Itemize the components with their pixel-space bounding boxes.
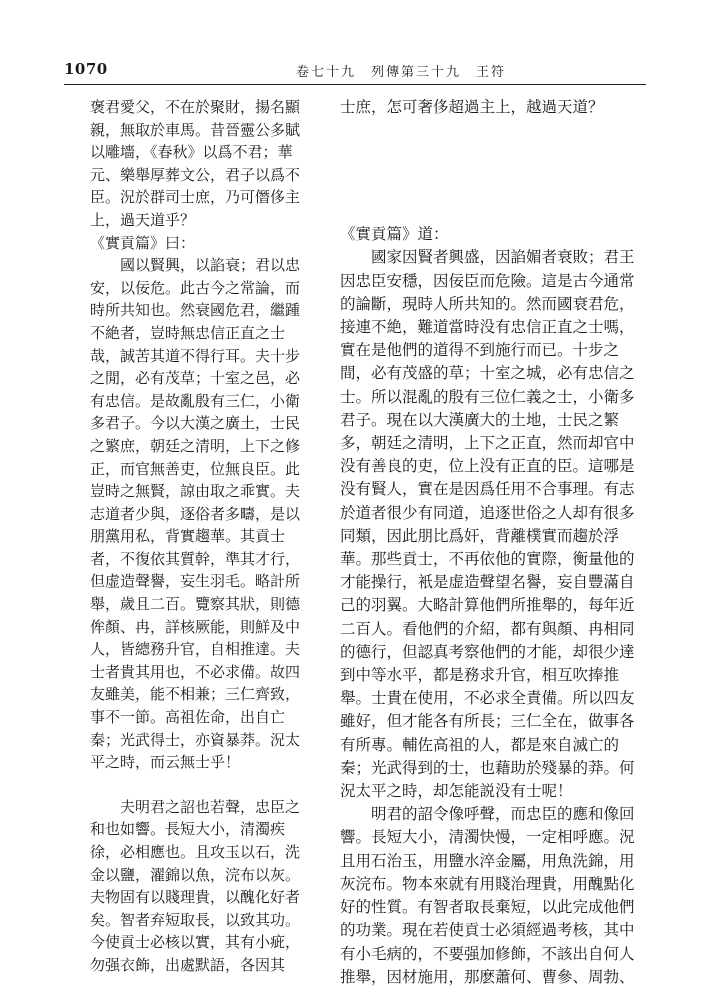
translation-paragraph-2: 國家因賢者興盛，因諂媚者衰敗；君王 因忠臣安穩，因佞臣而危險。這是古今通常 的論斷，現時人所共知的。然而國衰君危， 接連不絶，難道當時没有忠信正直之士嗎， 實在是他們的道得不到施行而已。十步之 間，必有茂盛的草；十室之城，必有忠信之 士。所以混亂的殷有三位仁義之士，小衛多 君子。現在以大漢廣大的土地，士民之繁 多，朝廷之清明，上下之正直，然而却官中 没有善良的吏，位上没有正直的臣。這哪是 没有賢人，實在是因爲任用不合事理。有志 於道者很少有同道，追逐世俗之人却有很多 同類，因此朋比爲奸，背離樸實而趨於浮 華。那些貢士，不再依他的實際，衡量他的 才能操行，衹是虚造聲望名譽，妄自豐滿自 己的羽翼。大略計算他們所推舉的，每年近 二百人。看他們的介紹，都有與顏、冉相同 的德行，但認真考察他們的才能，却很少達 到中等水平，都是務求升官，相互吹捧推 舉。士貴在使用，不必求全責備。所以四友 雖好，但才能各有所長；三仁全在，做事各 有所專。輔佐高祖的人，都是來自滅亡的 秦；光武得到的士，也藉助於殘暴的莽。何 況太平之時，却怎能説没有士呢！ [340,248,635,801]
classical-text-column [90,96,302,977]
page-number: 1070 [64,60,108,78]
classical-section-heading: 《實貢篇》曰： [90,233,196,252]
classical-paragraph-3: 夫明君之詔也若聲，忠臣之 和也如響。長短大小，清濁疾 徐，必相應也。且攻玉以石，洗 金以鹽，濯錦以魚，浣布以灰。 夫物固有以賤理貴，以醜化好者 矣。智者弃短取長，以致其功。 今使貢士必核以實，其有小疵， 勿强衣飾，出處默語，各因其 [90,797,301,974]
page-header [0,0,716,80]
translation-paragraph-3: 明君的詔令像呼聲，而忠臣的應和像回 響。長短大小，清濁快慢，一定相呼應。況 且用石治玉，用鹽水淬金屬，用魚洗錦，用 灰浣布。物本來就有用賤治理貴，用醜點化 好的性質。有智者取長棄短，以此完成他們 的功業。現在若使貢士必須經過考核，其中 有小毛病的，不要强加修飾，不該出自何人 推舉，因材施用，那麽蕭何、曹參、周勃、 [340,805,635,986]
translation-section-heading: 《實貢篇》道： [340,225,449,244]
classical-paragraph-1: 褒君愛父，不在於聚財，揚名顯 親，無取於車馬。昔晉靈公多賦 以雕墻，《春秋》以爲不君；華 元、樂舉厚葬文公，君子以爲不 臣。況於群司士庶，乃可僭侈主 上，過天道乎？ [90,98,301,229]
running-title: 卷七十九 列傳第三十九 王符 [296,65,507,80]
translation-paragraph-1: 士庶，怎可奢侈超過主上，越過天道？ [340,98,604,116]
classical-paragraph-2: 國以賢興，以諂衰；君以忠 安，以佞危。此古今之常論，而 時所共知也。然衰國危君，繼踵 不絶者，豈時無忠信正直之士 哉，誠苦其道不得行耳。夫十步 之閒，必有茂草；十室之邑，必 有忠信。是故亂殷有三仁，小衛 多君子。今以大漢之廣土，士民 之繁庶，朝廷之清明，上下之修 正，而官無善吏，位無良臣。此 豈時之無賢，諒由取之乖實。夫 志道者少與，逐俗者多疇，是以 朋黨用私，背實趨華。其貢士 者，不復依其質幹，準其才行， 但虚造聲譽，妄生羽毛。略計所 舉，歲且二百。覽察其狀，則德 侔顏、冉，詳核厥能，則鮮及中 人，皆總務升官，自相推達。夫 士者貴其用也，不必求備。故四 友雖美，能不相兼；三仁齊致， 事不一節。高祖佐命，出自亡 秦；光武得士，亦資暴莽。況太 平之時，而云無士乎！ [90,256,301,772]
header-rule [64,84,646,85]
translation-column [340,96,646,989]
